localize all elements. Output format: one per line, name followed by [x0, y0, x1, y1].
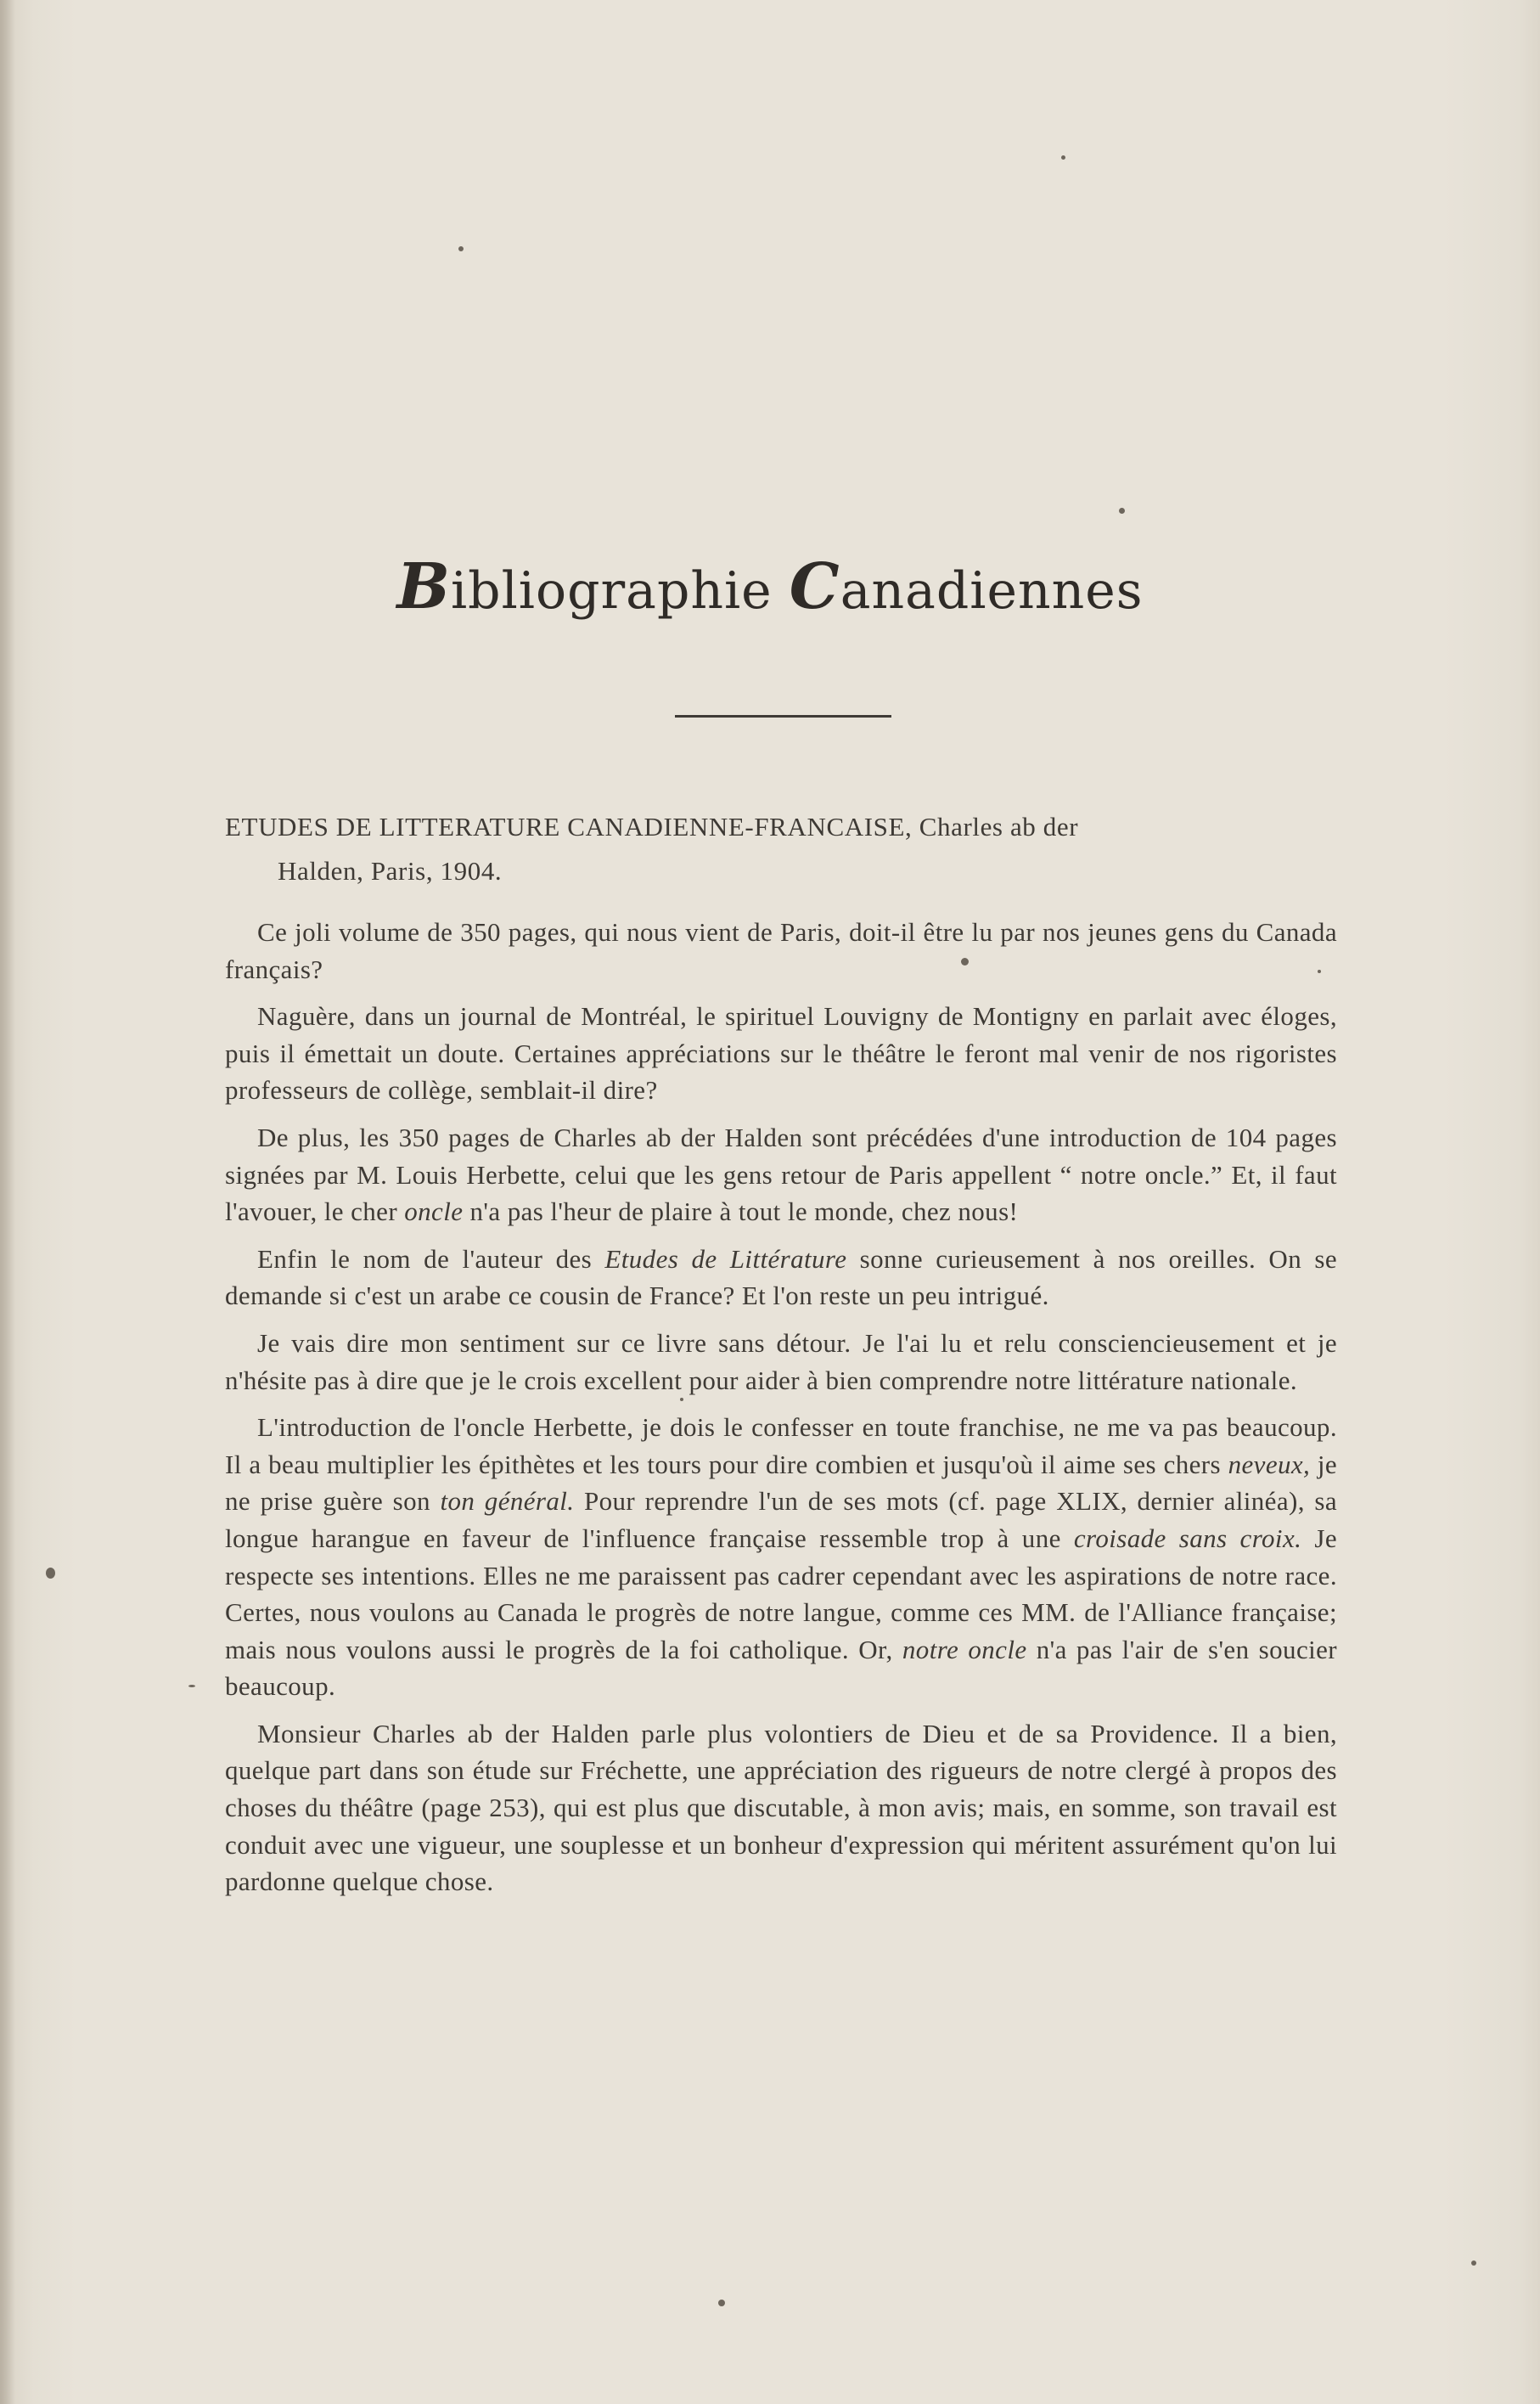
paragraph-text: je ne prise guère son	[225, 1449, 1337, 1517]
paragraph	[225, 1241, 1337, 1315]
paper-speck	[458, 246, 464, 251]
entry-imprint-line: Halden, Paris, 1904.	[278, 856, 503, 886]
bibliography-entry	[225, 805, 1337, 893]
page-heading	[0, 550, 1540, 623]
italic-text: ton général.	[440, 1486, 575, 1517]
heading-initial: C	[789, 550, 840, 623]
paragraph-text: Enfin le nom de l'auteur des	[257, 1243, 593, 1274]
paragraph-text: De plus, les 350 pages de Charles ab der Halden sont précédées d'une introduction de 104 pages signées par M. Louis Herbette, celui que les gens retour de Paris appellent “ notre oncle.” Et, il faut l'avouer, le cher	[225, 1122, 1337, 1227]
review-body	[225, 914, 1337, 1911]
binding-shadow	[0, 0, 15, 2404]
paper-speck	[1119, 508, 1125, 514]
paragraph: Ce joli volume de 350 pages, qui nous vient de Paris, doit-il être lu par nos jeunes gens du Canada français?	[225, 917, 1337, 984]
paper-speck	[188, 1685, 195, 1687]
paragraph: Naguère, dans un journal de Montréal, le spirituel Louvigny de Montigny en parlait avec éloges, puis il émettait un doute. Certaines appréciations sur le théâtre le feront mal venir de nos rigoristes professeurs de collège, semblait-il dire?	[225, 1001, 1337, 1106]
paragraph-text: sonne curieusement à nos oreilles. On se demande si c'est un arabe ce cousin de France? Et l'on reste un peu intrigué.	[225, 1243, 1337, 1311]
paragraph-text: n'a pas l'heur de plaire à tout le monde, chez nous!	[469, 1196, 1019, 1227]
paper-speck	[46, 1568, 55, 1579]
heading-word: anadiennes	[840, 561, 1144, 621]
paragraph-text: Je respecte ses intentions. Elles ne me paraissent pas cadrer cependant avec les aspirations de notre race. Certes, nous voulons au Canada le progrès de notre langue, comme ces MM. de l'Alliance française; mais nous voulons aussi le progrès de la foi catholique. Or,	[225, 1523, 1337, 1664]
italic-text: Etudes de Littérature	[604, 1243, 847, 1274]
italic-text: croisade sans croix.	[1073, 1523, 1302, 1553]
paper-speck	[1471, 2260, 1476, 2266]
paragraph	[225, 1409, 1337, 1705]
title-rule	[675, 715, 891, 718]
heading-word: ibliographie	[450, 561, 773, 621]
entry-title-line: ETUDES DE LITTERATURE CANADIENNE-FRANCAISE, Charles ab der	[225, 812, 1079, 842]
paper-speck	[1061, 155, 1065, 160]
paper-speck	[718, 2300, 725, 2306]
paragraph-text: L'introduction de l'oncle Herbette, je dois le confesser en toute franchise, ne me va pas beaucoup. Il a beau multiplier les épithètes et les tours pour dire combien et jusqu'où il aime ses chers	[225, 1412, 1337, 1479]
paragraph: Je vais dire mon sentiment sur ce livre sans détour. Je l'ai lu et relu consciencieusement et je n'hésite pas à dire que je le crois excellent pour aider à bien comprendre notre littérature nationale.	[225, 1327, 1337, 1395]
italic-text: neveux,	[1228, 1449, 1311, 1479]
italic-text: notre oncle	[902, 1634, 1027, 1664]
paragraph	[225, 1119, 1337, 1230]
heading-initial: B	[396, 550, 451, 623]
paragraph-text: n'a pas l'air de s'en soucier beaucoup.	[225, 1634, 1337, 1702]
italic-text: oncle	[404, 1196, 464, 1227]
paragraph: Monsieur Charles ab der Halden parle plus volontiers de Dieu et de sa Providence. Il a bien, quelque part dans son étude sur Fréchette, une appréciation des rigueurs de notre clergé à propos des choses du théâtre (page 253), qui est plus que discutable, à mon avis; mais, en somme, son travail est conduit avec une vigueur, une souplesse et un bonheur d'expression qui méritent assurément qu'on lui pardonne quelque chose.	[225, 1718, 1337, 1897]
paragraph-text: Pour reprendre l'un de ses mots (cf. page XLIX, dernier alinéa), sa longue harangue en faveur de l'influence française ressemble trop à une	[225, 1486, 1338, 1553]
